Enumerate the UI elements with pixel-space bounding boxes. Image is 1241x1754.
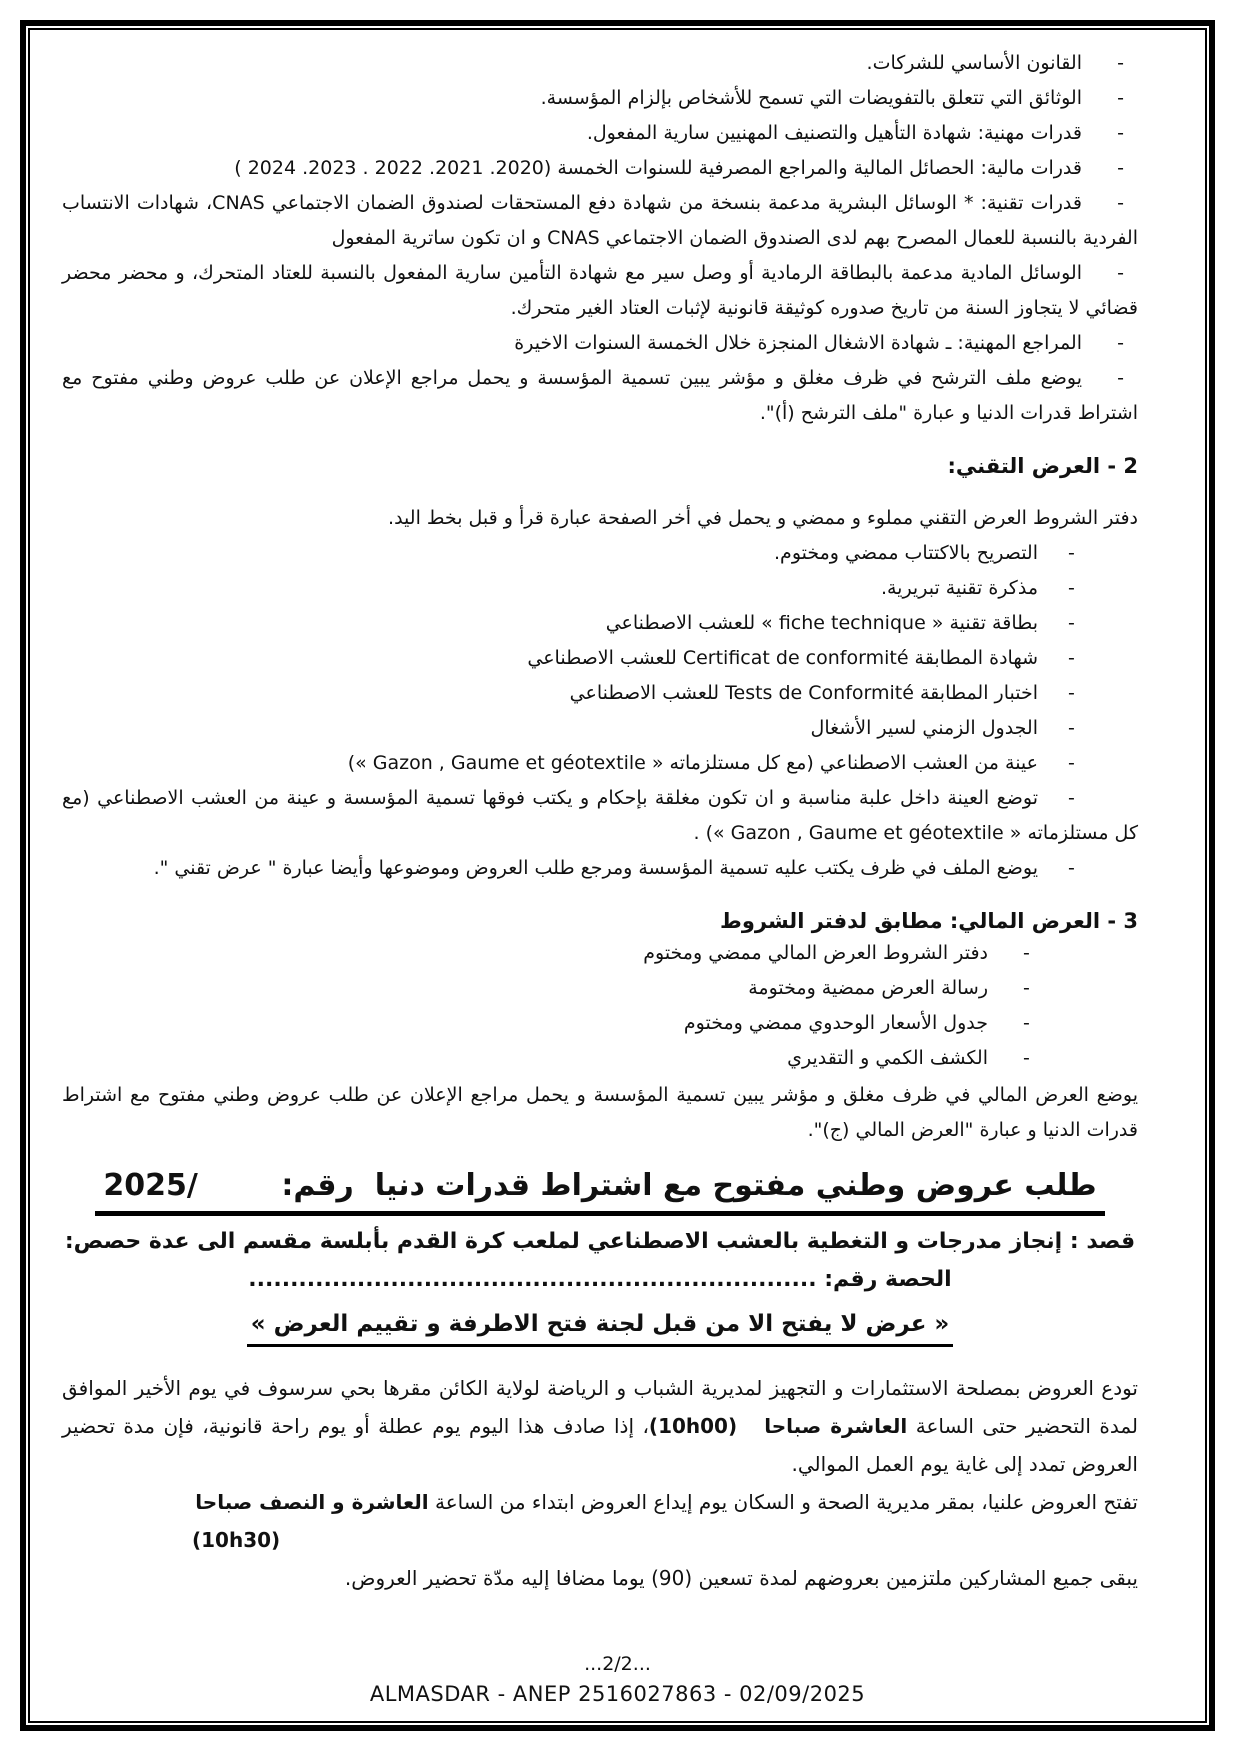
deposit-text-cont: ، إذا صادف هذا اليوم يوم عطلة أو يوم راحة قانونية، فإن مدة تحضير العروض تمدد إلى غاية يوم العمل الموالي.: [62, 1414, 1138, 1476]
list-item-text: شهادة المطابقة Certificat de conformité للعشب الاصطناعي: [527, 647, 1038, 669]
dash-marker: -: [1117, 367, 1124, 389]
opening-text: تفتح العروض علنيا، بمقر مديرية الصحة و السكان يوم إيداع العروض ابتداء من الساعة: [428, 1490, 1138, 1514]
technical-offer-heading: 2 - العرض التقني:: [947, 454, 1138, 478]
dash-marker: -: [1068, 857, 1075, 879]
list-item-text: الوثائق التي تتعلق بالتفويضات التي تسمح للأشخاص بإلزام المؤسسة.: [540, 87, 1082, 109]
list-item-text: قدرات مالية: الحصائل المالية والمراجع المصرفية للسنوات الخمسة (2020. 2021. 2022 . 2023. 2024 ): [234, 157, 1082, 179]
dash-marker: -: [1068, 752, 1075, 774]
list-item-text: الجدول الزمني لسير الأشغال: [810, 717, 1038, 739]
list-item: [62, 256, 1138, 326]
dash-marker: -: [1117, 52, 1124, 74]
dash-marker: -: [1068, 612, 1075, 634]
list-item: [62, 606, 1138, 641]
list-item-text: يوضع ملف الترشح في ظرف مغلق و مؤشر يبين تسمية المؤسسة و يحمل مراجع الإعلان عن طلب عروض وطني مفتوح مع اشتراط قدرات الدنيا و عبارة "ملف الترشح (أ)".: [62, 367, 1138, 424]
dash-marker: -: [1023, 977, 1030, 999]
do-not-open-warning: [62, 1308, 1138, 1347]
list-item-text: رسالة العرض ممضية ومختومة: [748, 977, 988, 999]
dash-marker: -: [1068, 577, 1075, 599]
technical-offer-intro: دفتر الشروط العرض التقني مملوء و ممضي و يحمل في أخر الصفحة عبارة قرأ و قبل بخط اليد.: [388, 507, 1138, 529]
list-item-text: اختبار المطابقة Tests de Conformité للعشب الاصطناعي: [569, 682, 1038, 704]
list-item-text: القانون الأساسي للشركات.: [866, 52, 1082, 74]
document-body: [34, 34, 1201, 1717]
dash-marker: -: [1117, 332, 1124, 354]
list-item-text: الوسائل المادية مدعمة بالبطاقة الرمادية أو وصل سير مع شهادة التأمين سارية المفعول بالنسبة للعتاد المتحرك، و محضر محضر قضائي لا يتجاوز السنة من تاريخ صدوره كوثيقة قانونية لإثبات العتاد الغير متحرك.: [62, 262, 1138, 319]
list-item-text: مذكرة تقنية تبريرية.: [880, 577, 1038, 599]
list-item: [62, 676, 1138, 711]
list-item: [62, 746, 1138, 781]
tender-title-text: طلب عروض وطني مفتوح مع اشتراط قدرات دنيا رقم: /2025: [95, 1166, 1104, 1216]
list-item: [62, 536, 1138, 571]
list-item-text: جدول الأسعار الوحدوي ممضي ومختوم: [683, 1012, 988, 1034]
list-item: [62, 571, 1138, 606]
financial-envelope-note: يوضع العرض المالي في ظرف مغلق و مؤشر يبين تسمية المؤسسة و يحمل مراجع الإعلان عن طلب عروض وطني مفتوح مع اشتراط قدرات الدنيا و عبارة "العرض المالي (ج)".: [62, 1084, 1138, 1141]
list-item-text: توضع العينة داخل علبة مناسبة و ان تكون مغلقة بإحكام و يكتب فوقها تسمية المؤسسة و عينة من العشب الاصطناعي (مع كل مستلزماته « Gazon , Gaume et géotextile ») .: [62, 787, 1138, 844]
deposit-text: تودع العروض بمصلحة الاستثمارات و التجهيز لمديرية الشباب و الرياضة لولاية الكائن مقرها بحي سرسوف في يوم الأخير الموافق لمدة التحضير حتى الساعة: [62, 1376, 1139, 1438]
list-item: [62, 641, 1138, 676]
list-item-text: دفتر الشروط العرض المالي ممضي ومختوم: [643, 942, 988, 964]
dash-marker: -: [1117, 122, 1124, 144]
dash-marker: -: [1023, 1012, 1030, 1034]
dash-marker: -: [1117, 157, 1124, 179]
list-item: [62, 81, 1138, 116]
dash-marker: -: [1068, 682, 1075, 704]
list-item: [62, 151, 1138, 186]
list-item-text: عينة من العشب الاصطناعي (مع كل مستلزماته « Gazon , Gaume et géotextile »): [347, 752, 1038, 774]
list-item-text: الكشف الكمي و التقديري: [787, 1047, 988, 1069]
dash-marker: -: [1068, 647, 1075, 669]
opening-time-bold: العاشرة و النصف صباحا: [195, 1490, 429, 1514]
list-item: [62, 711, 1138, 746]
dash-marker: -: [1068, 542, 1075, 564]
opening-paragraph: [62, 1483, 1138, 1521]
dash-marker: -: [1023, 1047, 1030, 1069]
list-item: [62, 46, 1138, 81]
dash-marker: -: [1117, 87, 1124, 109]
page-border-inner-line: [28, 28, 1207, 1723]
tender-title: [62, 1166, 1138, 1216]
list-item-text: المراجع المهنية: ـ شهادة الاشغال المنجزة خلال الخمسة السنوات الاخيرة: [514, 332, 1082, 354]
list-item: [62, 186, 1138, 256]
list-item: [62, 781, 1138, 851]
dash-marker: -: [1068, 787, 1075, 809]
list-item: [62, 326, 1138, 361]
candidacy-list: [62, 46, 1138, 431]
financial-offer-list: [62, 936, 1138, 1076]
list-item: [62, 971, 1138, 1006]
page-border-frame: [20, 20, 1215, 1731]
list-item: [62, 1006, 1138, 1041]
list-item-text: قدرات تقنية: * الوسائل البشرية مدعمة بنسخة من شهادة دفع المستحقات لصندوق الضمان الاجتماعي CNAS، شهادات الانتساب الفردية بالنسبة للعمال المصرح بهم لدى الصندوق الضمان الاجتماعي CNAS و ان تكون ساترية المفعول: [62, 192, 1138, 249]
list-item-text: يوضع الملف في ظرف يكتب عليه تسمية المؤسسة ومرجع طلب العروض وموضوعها وأيضا عبارة " عرض تقني ".: [153, 857, 1038, 879]
page-footer: [34, 1649, 1201, 1709]
deposit-paragraph: [62, 1369, 1138, 1483]
financial-offer-heading: 3 - العرض المالي: مطابق لدفتر الشروط: [720, 909, 1138, 933]
page-number: ...2/2...: [584, 1653, 651, 1675]
dash-marker: -: [1117, 192, 1124, 214]
opening-time-line: (10h30): [192, 1528, 281, 1552]
list-item: [62, 116, 1138, 151]
do-not-open-warning-text: « عرض لا يفتح الا من قبل لجنة فتح الاطرفة و تقييم العرض »: [247, 1308, 954, 1347]
dash-marker: -: [1117, 262, 1124, 284]
anep-credit-line: ALMASDAR - ANEP 2516027863 - 02/09/2025: [369, 1682, 866, 1706]
lot-number-line: الحصة رقم: ....................................................................: [248, 1267, 952, 1292]
technical-offer-list: [62, 536, 1138, 886]
list-item-text: قدرات مهنية: شهادة التأهيل والتصنيف المهنيين سارية المفعول.: [586, 122, 1082, 144]
validity-paragraph: يبقى جميع المشاركين ملتزمين بعروضهم لمدة تسعين (90) يوما مضافا إليه مدّة تحضير العروض.: [344, 1566, 1138, 1590]
tender-purpose: قصد : إنجاز مدرجات و التغطية بالعشب الاصطناعي لملعب كرة القدم بأبلسة مقسم الى عدة حصص:: [64, 1229, 1136, 1254]
dash-marker: -: [1068, 717, 1075, 739]
deposit-time-bold: العاشرة صباحا (10h00): [648, 1414, 908, 1438]
dash-marker: -: [1023, 942, 1030, 964]
list-item: [62, 1041, 1138, 1076]
list-item: [62, 851, 1138, 886]
list-item: [62, 361, 1138, 431]
list-item-text: بطاقة تقنية « fiche technique » للعشب الاصطناعي: [605, 612, 1038, 634]
list-item: [62, 936, 1138, 971]
list-item-text: التصريح بالاكتتاب ممضي ومختوم.: [774, 542, 1038, 564]
